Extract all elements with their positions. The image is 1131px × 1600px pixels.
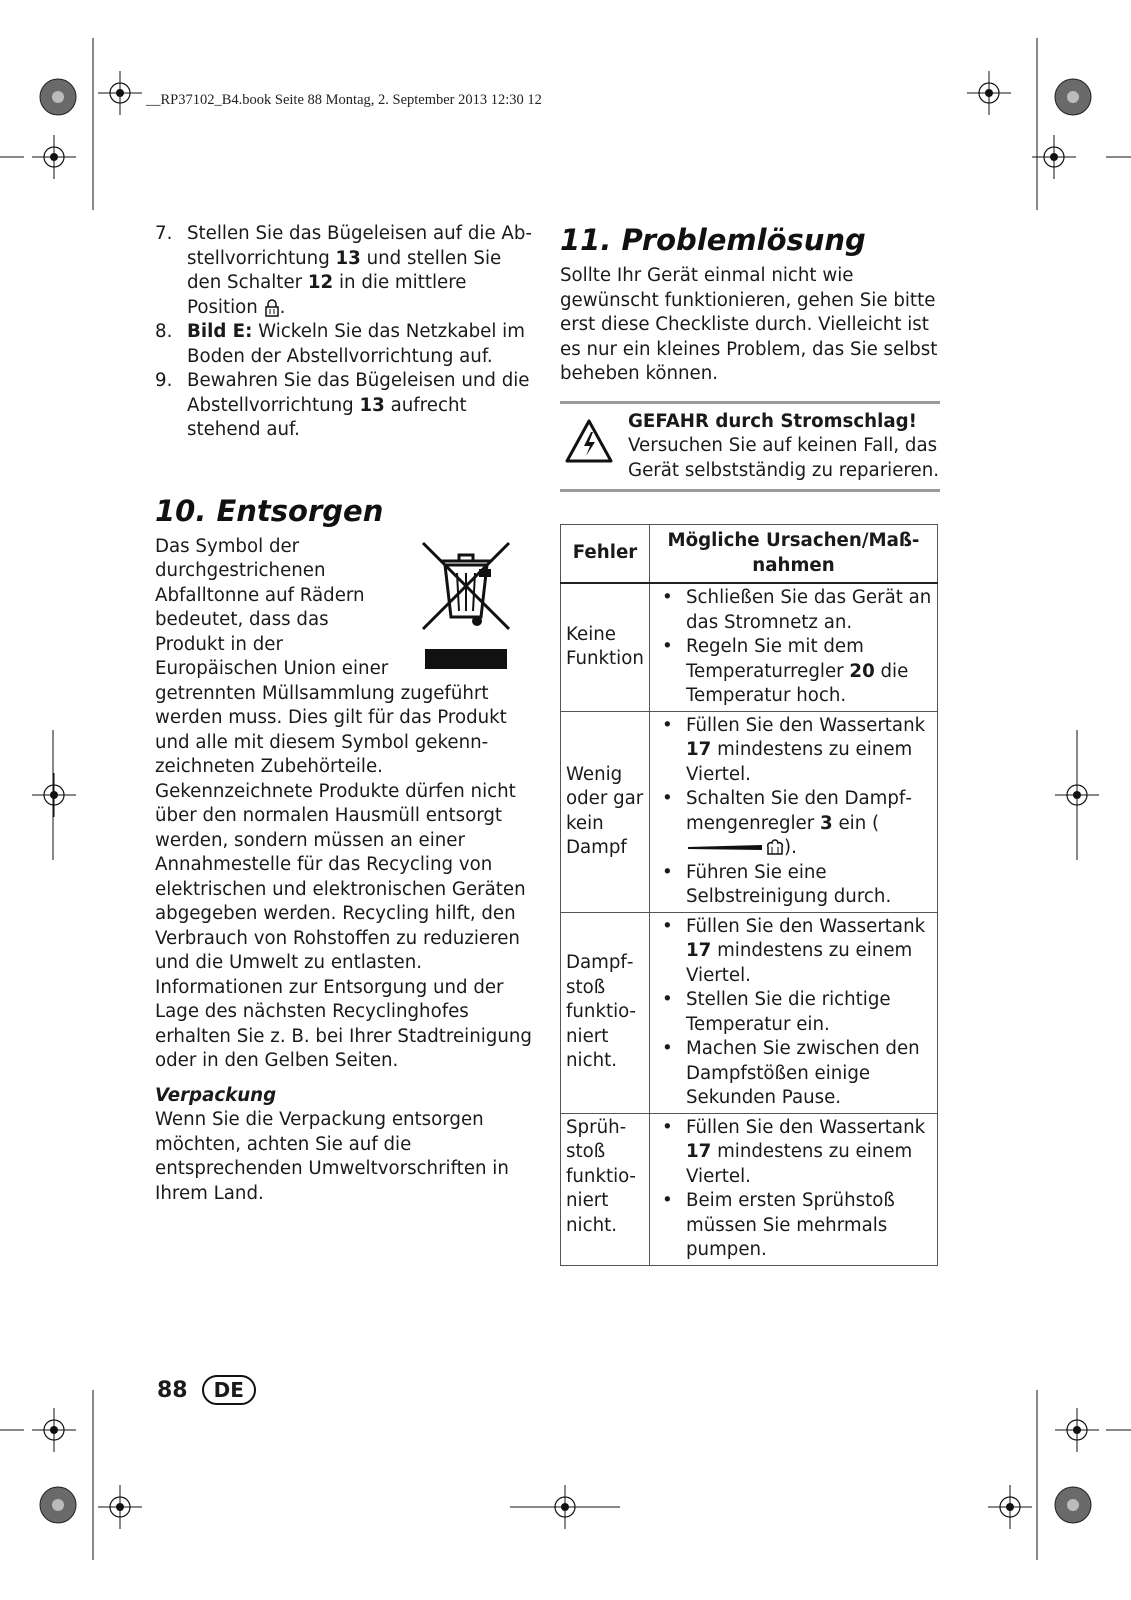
table-row xyxy=(561,912,938,1113)
list-item: 7. Stellen Sie das Bügeleisen auf die Abstellvorrichtung 13 und stellen Sie den Schalter 12 in die mittlere Position . xyxy=(155,223,532,318)
troubleshoot-intro: Sollte Ihr Gerät einmal nicht wie gewünscht funktionieren, gehen Sie bitte erst diese Checkliste durch. Vielleicht ist es nur ein kleines Problem, das Sie selbst beheben können. xyxy=(560,265,938,384)
error-cell: Dampfstoß funktioniert nicht. xyxy=(561,912,650,1113)
disposal-section xyxy=(155,535,535,1207)
causes-cell xyxy=(650,583,938,711)
list-item: • Regeln Sie mit dem Temperaturregler 20 die Temperatur hoch. xyxy=(654,635,933,709)
steam-max-icon xyxy=(686,838,784,858)
list-item: • Schalten Sie den Dampfmengenregler 3 ein (). xyxy=(654,787,933,861)
language-badge: DE xyxy=(202,1375,256,1405)
column-header-causes: Mögliche Ursachen/Maßnahmen xyxy=(650,525,938,584)
crosshair-mark-icon xyxy=(32,773,76,817)
causes-cell xyxy=(650,912,938,1113)
color-target-icon xyxy=(40,79,76,115)
packaging-text: Wenn Sie die Verpackung entsorgen möchten, achten Sie auf die entsprechenden Umweltvorschriften in Ihrem Land. xyxy=(155,1109,509,1204)
column-header-error: Fehler xyxy=(561,525,650,584)
list-item: 8. Bild E: Wickeln Sie das Netzkabel im Boden der Abstellvorrichtung auf. xyxy=(155,321,525,367)
troubleshooting-table xyxy=(560,524,938,1266)
print-header: __RP37102_B4.book Seite 88 Montag, 2. September 2013 12:30 12 xyxy=(146,92,542,108)
page-footer xyxy=(157,1375,256,1405)
lock-icon xyxy=(264,298,280,318)
crosshair-mark-icon xyxy=(32,1408,76,1452)
warning-text: Versuchen Sie auf keinen Fall, das Gerät selbstständig zu reparieren. xyxy=(628,435,939,481)
crosshair-mark-icon xyxy=(988,1485,1032,1529)
crosshair-mark-icon xyxy=(1055,773,1099,817)
crosshair-mark-icon xyxy=(1055,1408,1099,1452)
list-item: • Beim ersten Sprühstoß müssen Sie mehrmals pumpen. xyxy=(654,1189,933,1263)
table-row xyxy=(561,1113,938,1265)
list-item: • Machen Sie zwischen den Dampfstößen einige Sekunden Pause. xyxy=(654,1037,933,1111)
error-cell: Keine Funktion xyxy=(561,583,650,711)
crosshair-mark-icon xyxy=(510,1485,620,1529)
error-cell: Sprühstoß funktioniert nicht. xyxy=(561,1113,650,1265)
list-item: • Stellen Sie die richtige Temperatur ein. xyxy=(654,988,933,1037)
crosshair-mark-icon xyxy=(98,71,142,115)
causes-cell xyxy=(650,1113,938,1265)
color-target-icon xyxy=(1055,79,1091,115)
crosshair-mark-icon xyxy=(1032,135,1076,179)
page-number: 88 xyxy=(157,1377,188,1403)
electric-hazard-icon xyxy=(564,418,614,464)
color-target-icon xyxy=(40,1487,76,1523)
error-cell: Wenig oder gar kein Dampf xyxy=(561,711,650,912)
left-column xyxy=(155,222,535,1206)
steps-list xyxy=(155,222,535,443)
list-item: • Schließen Sie das Gerät an das Stromnetz an. xyxy=(654,586,933,635)
warning-box xyxy=(560,401,940,493)
color-target-icon xyxy=(1055,1487,1091,1523)
table-row xyxy=(561,711,938,912)
section-title-entsorgen: 10. Entsorgen xyxy=(155,493,384,528)
list-item: 9. Bewahren Sie das Bügeleisen und die Abstellvorrichtung 13 aufrecht stehend auf. xyxy=(155,370,530,440)
causes-cell xyxy=(650,711,938,912)
packaging-heading: Verpackung xyxy=(155,1084,277,1106)
warning-title: GEFAHR durch Stromschlag! xyxy=(628,410,917,432)
right-column xyxy=(560,222,940,1266)
section-title-problemloesung: 11. Problemlösung xyxy=(560,223,866,257)
list-item: • Füllen Sie den Wassertank 17 mindestens zu einem Viertel. xyxy=(654,714,933,788)
list-item: • Führen Sie eine Selbstreinigung durch. xyxy=(654,861,933,910)
list-item: • Füllen Sie den Wassertank 17 mindestens zu einem Viertel. xyxy=(654,915,933,989)
crossed-out-bin-icon xyxy=(417,539,515,671)
crosshair-mark-icon xyxy=(98,1485,142,1529)
disposal-text: Das Symbol der durchgestrichenen Abfalltonne auf Rädern bedeutet, dass das Produkt in der Europäischen Union einer getrennten Müllsammlung zugeführt werden muss. Dies gilt für das Produkt und alle mit diesem Symbol gekennzeichneten Zubehörteile. Gekennzeichnete Produkte dürfen nicht über den normalen Hausmüll entsorgt werden, sondern müssen an einer Annahmestelle für das Recycling von elektrischen und elektronischen Geräten abgegeben werden. Recycling hilft, den Verbrauch von Rohstoffen zu reduzieren und die Umwelt zu entlasten. Informationen zur Entsorgung und der Lage des nächsten Recyclinghofes erhalten Sie z. B. bei Ihrer Stadtreinigung oder in den Gelben Seiten. xyxy=(155,535,532,1071)
list-item: • Füllen Sie den Wassertank 17 mindestens zu einem Viertel. xyxy=(654,1116,933,1190)
table-row xyxy=(561,583,938,711)
crosshair-mark-icon xyxy=(967,71,1011,115)
crosshair-mark-icon xyxy=(32,135,76,179)
